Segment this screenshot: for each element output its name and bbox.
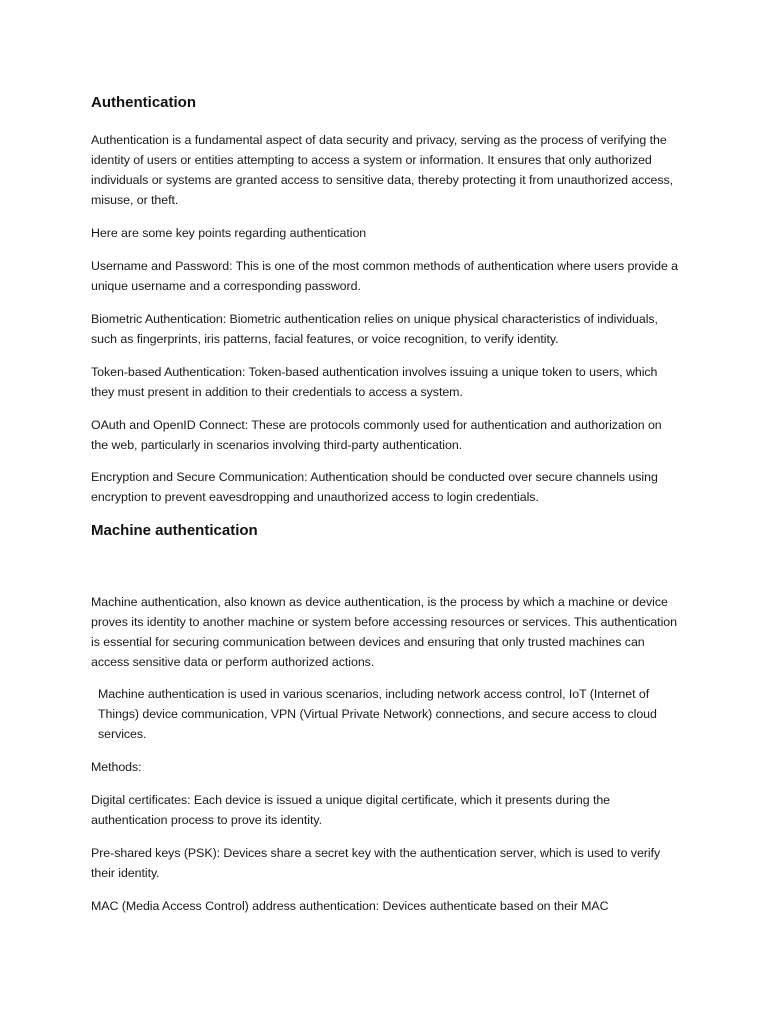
point-username-password: Username and Password: This is one of the most common methods of authentication where users provide a unique username and a corresponding password. [91, 259, 679, 293]
point-token-based: Token-based Authentication: Token-based authentication involves issuing a unique token to users, which they must present in addition to their credentials to access a system. [91, 365, 658, 399]
section-heading-authentication: Authentication [91, 94, 196, 111]
method-digital-certificates: Digital certificates: Each device is issued a unique digital certificate, which it presents during the authentication process to prove its identity. [91, 793, 611, 827]
authentication-intro-paragraph: Authentication is a fundamental aspect of data security and privacy, serving as the process of verifying the identity of users or entities attempting to access a system or information. It ensures that only authorized individuals or systems are granted access to sensitive data, thereby protecting it from unauthorized access, misuse, or theft. [91, 133, 674, 207]
methods-label: Methods: [91, 760, 142, 774]
point-oauth-openid: OAuth and OpenID Connect: These are protocols commonly used for authentication and authorization on the web, particularly in scenarios involving third-party authentication. [91, 418, 662, 452]
section-heading-machine-authentication: Machine authentication [91, 522, 258, 539]
point-biometric: Biometric Authentication: Biometric authentication relies on unique physical characteristics of individuals, such as fingerprints, iris patterns, facial features, or voice recognition, to verify identity. [91, 312, 658, 346]
method-pre-shared-keys: Pre-shared keys (PSK): Devices share a secret key with the authentication server, which is used to verify their identity. [91, 846, 661, 880]
machine-authentication-usage-paragraph: Machine authentication is used in various scenarios, including network access control, IoT (Internet of Things) device communication, VPN (Virtual Private Network) connections, and secure access to cloud services. [98, 687, 657, 741]
machine-authentication-intro-paragraph: Machine authentication, also known as device authentication, is the process by which a machine or device proves its identity to another machine or system before accessing resources or services. This authentication is essential for securing communication between devices and ensuring that only trusted machines can access sensitive data or perform authorized actions. [91, 595, 677, 669]
method-mac-address: MAC (Media Access Control) address authentication: Devices authenticate based on their MAC [91, 899, 609, 913]
key-points-lead-paragraph: Here are some key points regarding authentication [91, 226, 367, 240]
point-encryption: Encryption and Secure Communication: Authentication should be conducted over secure channels using encryption to prevent eavesdropping and unauthorized access to login credentials. [91, 470, 658, 504]
